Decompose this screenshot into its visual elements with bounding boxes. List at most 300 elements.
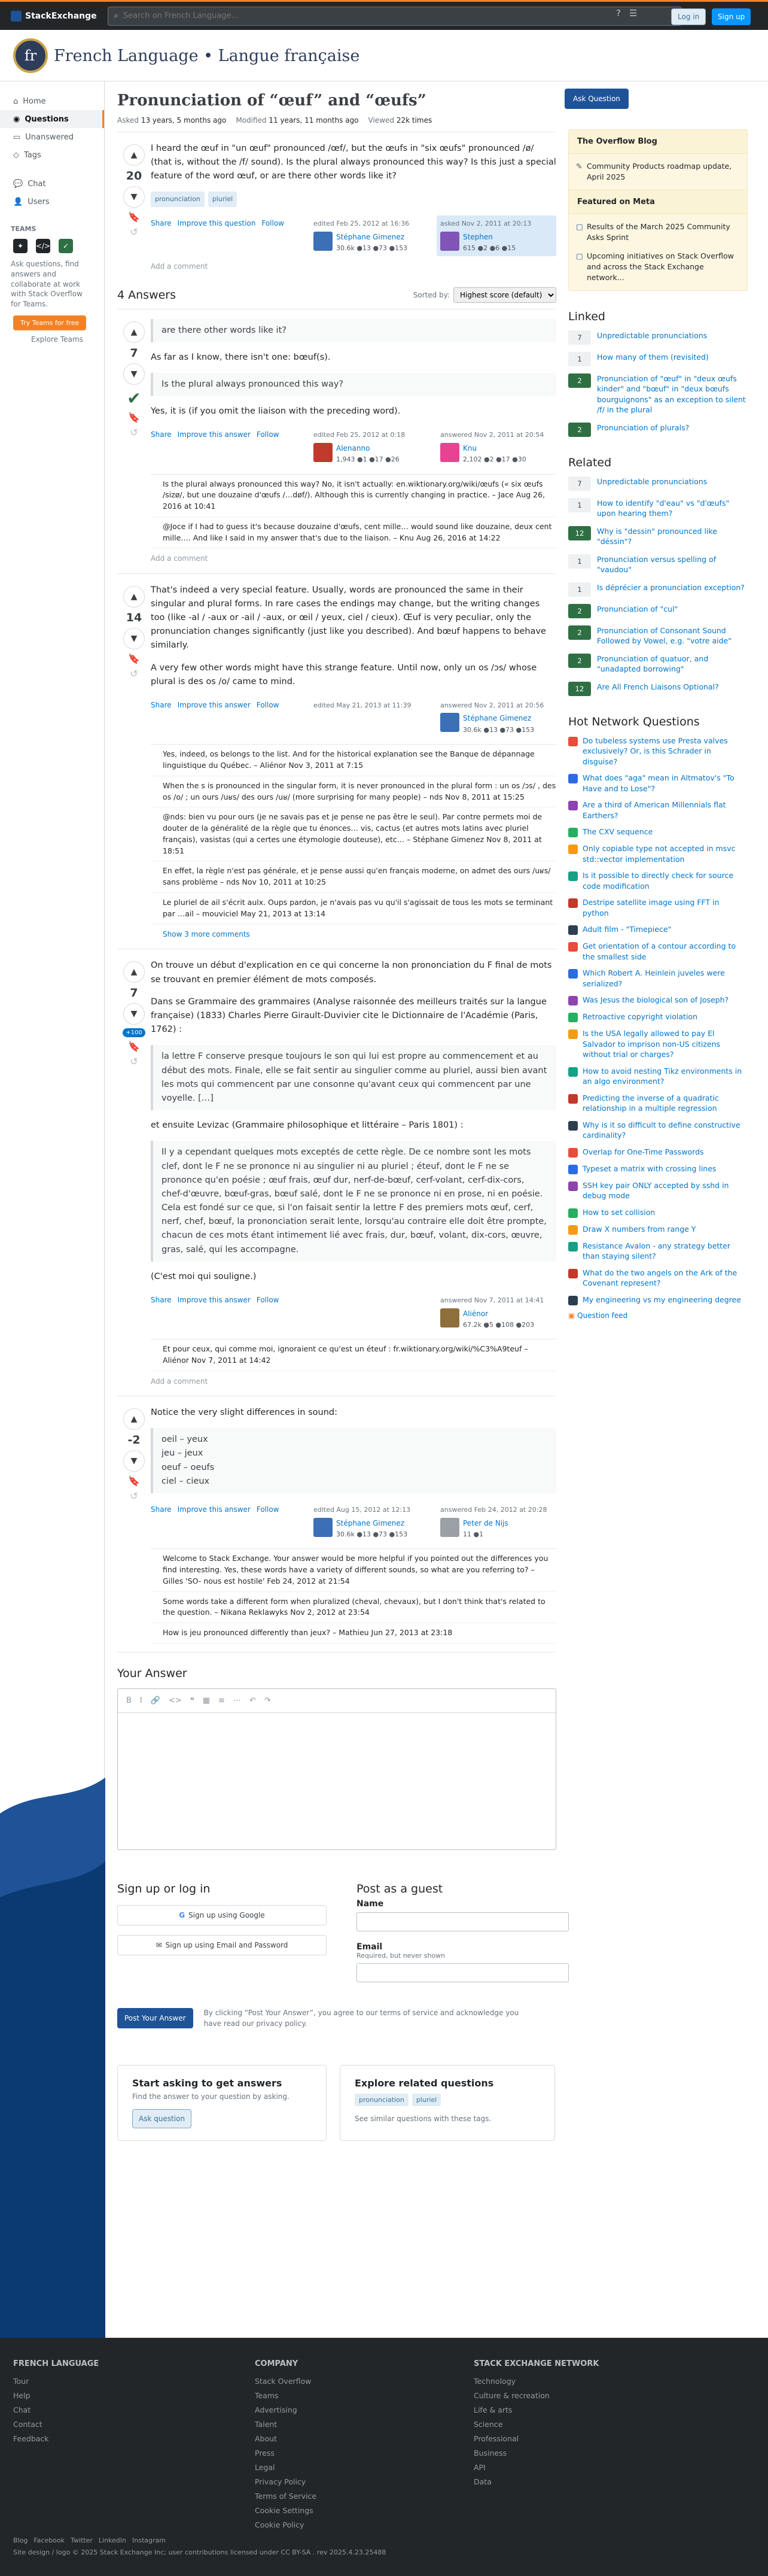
redo-icon[interactable]: ↷ bbox=[264, 1696, 271, 1705]
hot-network-question bbox=[568, 773, 748, 794]
follow-link[interactable]: Follow bbox=[256, 430, 279, 439]
footer-link[interactable]: Business bbox=[474, 2449, 507, 2457]
blog-item[interactable]: ✎ Community Products roadmap update, April 2025 bbox=[569, 157, 747, 186]
follow-link[interactable]: Follow bbox=[256, 1505, 279, 1514]
answer-paragraph: et ensuite Levizac (Grammaire philosophique et littéraire – Paris 1801) : bbox=[151, 1120, 464, 1131]
share-link[interactable]: Share bbox=[151, 1296, 172, 1305]
answer-post bbox=[117, 1406, 556, 1652]
hot-network-question bbox=[568, 736, 748, 767]
hot-question-link[interactable]: Typeset a matrix with crossing lines bbox=[583, 1164, 717, 1173]
word-pair: oeuf – oeufs bbox=[161, 1462, 215, 1472]
question-score-badge: 7 bbox=[568, 476, 591, 491]
meta-heading: Featured on Meta bbox=[569, 190, 747, 214]
ask-question-top-button[interactable]: Ask Question bbox=[565, 89, 629, 109]
asked-time: asked Nov 2, 2011 at 20:13 bbox=[440, 219, 532, 227]
hot-question-link[interactable]: Why is it so difficult to define constructive cardinality? bbox=[583, 1120, 740, 1140]
site-icon bbox=[568, 1094, 578, 1104]
comment: En effet, la règle n'est pas générale, et je pense aussi qu'en français moderne, on admet des ours /uʁs/ sans problème – nds Nov 10, 2011 at 10:25 bbox=[151, 861, 556, 893]
footer-link[interactable]: Terms of Service bbox=[255, 2492, 317, 2501]
avatar[interactable] bbox=[313, 232, 333, 251]
modified-label: Modified bbox=[236, 116, 267, 124]
hot-question-link[interactable]: Only copiable type not accepted in msvc std::vector implementation bbox=[583, 844, 736, 864]
hot-question-link[interactable]: Retroactive copyright violation bbox=[583, 1012, 697, 1022]
footer-link[interactable]: Chat bbox=[13, 2405, 31, 2414]
tag-pluriel[interactable]: pluriel bbox=[412, 2094, 441, 2106]
improve-link[interactable]: Improve this answer bbox=[177, 700, 251, 709]
upvote-icon[interactable]: ▲ bbox=[123, 321, 145, 343]
footer-link[interactable]: Data bbox=[474, 2477, 492, 2486]
footer-link[interactable]: Help bbox=[13, 2391, 31, 2400]
your-answer-section bbox=[117, 1667, 556, 1850]
site-icon bbox=[568, 996, 578, 1006]
hot-question-link[interactable]: What does "aga" mean in Altmatov's "To Have and to Lose"? bbox=[583, 773, 735, 793]
hot-network-question bbox=[568, 1120, 748, 1141]
footer-link[interactable]: Privacy Policy bbox=[255, 2477, 306, 2486]
email-signup-button[interactable] bbox=[117, 1935, 327, 1955]
upvote-icon[interactable]: ▲ bbox=[123, 1408, 145, 1430]
nav-unanswered[interactable] bbox=[0, 128, 104, 146]
search-icon: ⌕ bbox=[114, 11, 118, 20]
hot-question-link[interactable]: What do the two angels on the Ark of the Covenant represent? bbox=[583, 1268, 737, 1288]
hot-question-link[interactable]: Which Robert A. Heinlein juveles were serialized? bbox=[583, 968, 725, 988]
footer-link[interactable]: Feedback bbox=[13, 2434, 49, 2443]
guest-heading: Post as a guest bbox=[356, 1882, 443, 1895]
answer-footer bbox=[151, 1292, 556, 1333]
hot-question-link[interactable]: Is the USA legally allowed to pay El Salvador to imprison non-US citizens without trial or charges? bbox=[583, 1029, 721, 1059]
hot-network-question bbox=[568, 1093, 748, 1114]
footer-link[interactable]: Teams bbox=[255, 2391, 279, 2400]
guest-column bbox=[356, 1882, 569, 1989]
question-signatures bbox=[310, 215, 556, 256]
copyright: Site design / logo © 2025 Stack Exchange Inc; user contributions licensed under CC BY-SA . rev 2025.4.23.25488 bbox=[13, 2548, 386, 2556]
related-question-link[interactable]: Pronunciation of quatuor, and "unadapted borrowing" bbox=[597, 654, 709, 674]
chat-icon: 💬 bbox=[13, 179, 23, 189]
related-question-link[interactable]: Pronunciation versus spelling of "vaudou" bbox=[597, 554, 717, 575]
editor-signature bbox=[310, 697, 429, 738]
question-text: I heard the œuf in "un œuf" pronounced /œf/, but the œufs in "six œufs" pronounced /ø/ (that is, without the /f/ sound). Is the plural always pronounced this way? Is this just a special feature of the word œuf, or are there other words like it? bbox=[151, 143, 556, 181]
site-icon bbox=[568, 1181, 578, 1191]
hot-question-link[interactable]: SSH key pair ONLY accepted by sshd in debug mode bbox=[583, 1180, 729, 1201]
quote-icon[interactable]: ❝ bbox=[190, 1696, 194, 1705]
decorative-background bbox=[0, 1766, 105, 2338]
unanswered-icon: ▭ bbox=[13, 132, 21, 142]
footer-link[interactable]: Advertising bbox=[255, 2405, 297, 2414]
owner-signature bbox=[437, 215, 556, 256]
nav-home-label: Home bbox=[23, 96, 46, 106]
answer-footer bbox=[151, 427, 556, 467]
related-question bbox=[568, 625, 748, 646]
related-question-link[interactable]: Pronunciation of "œuf" in "deux œufs kinder" and "bœuf" in "deux bœufs bourguignons" as an exception to silent /f/ in the plural bbox=[597, 373, 746, 415]
footer-link[interactable]: Stack Overflow bbox=[255, 2377, 312, 2386]
user-name[interactable]: Aliénor bbox=[463, 1309, 489, 1318]
improve-link[interactable]: Improve this question bbox=[177, 218, 256, 227]
question-score-badge: 12 bbox=[568, 682, 591, 696]
hot-question-link[interactable]: Was Jesus the biological son of Joseph? bbox=[583, 995, 729, 1005]
footer-link[interactable]: API bbox=[474, 2463, 486, 2472]
edit-time[interactable]: edited Feb 25, 2012 at 16:36 bbox=[313, 219, 410, 227]
hot-network-question bbox=[568, 1028, 748, 1060]
improve-link[interactable]: Improve this answer bbox=[177, 1505, 251, 1514]
answer-vote-cell bbox=[117, 1406, 151, 1644]
question-score-badge: 2 bbox=[568, 604, 591, 618]
hot-network-question bbox=[568, 941, 748, 962]
site-logo[interactable] bbox=[13, 38, 359, 73]
network-name: StackExchange bbox=[25, 11, 97, 21]
hot-question-link[interactable]: Get orientation of a contour according to the smallest side bbox=[583, 941, 736, 961]
footer-link[interactable]: Professional bbox=[474, 2434, 519, 2443]
answer-editor[interactable] bbox=[117, 1688, 556, 1850]
site-icon bbox=[568, 1148, 578, 1158]
footer-links bbox=[474, 2377, 599, 2486]
bold-icon[interactable]: B bbox=[126, 1696, 132, 1705]
hot-network-question bbox=[568, 995, 748, 1006]
answered-time: answered Nov 7, 2011 at 14:41 bbox=[440, 1296, 544, 1305]
user-name[interactable]: Stéphane Gimenez bbox=[463, 714, 532, 723]
question-body bbox=[151, 142, 556, 273]
question-title[interactable]: Pronunciation of “œuf” and “œufs” bbox=[117, 92, 426, 110]
hot-network-question bbox=[568, 924, 748, 935]
user-rep: 11 ●1 bbox=[463, 1530, 484, 1538]
owner-signature bbox=[437, 697, 556, 738]
try-teams-button[interactable]: Try Teams for free bbox=[13, 315, 86, 330]
site-switcher-icon[interactable]: ☰ bbox=[629, 8, 638, 19]
related-question-link[interactable]: Are All French Liaisons Optional? bbox=[597, 682, 719, 691]
answered-time: answered Feb 24, 2012 at 20:28 bbox=[440, 1506, 547, 1514]
user-name[interactable]: Knu bbox=[463, 443, 477, 452]
user-rep: 30.6k ●13 ●73 ●153 bbox=[336, 244, 408, 252]
site-icon bbox=[568, 1296, 578, 1305]
signup-button[interactable]: Sign up bbox=[712, 8, 751, 25]
site-icon bbox=[568, 1269, 578, 1278]
avatar[interactable] bbox=[440, 1308, 459, 1328]
hot-question-link[interactable]: The CXV sequence bbox=[583, 827, 653, 837]
footer-link[interactable]: Science bbox=[474, 2420, 503, 2429]
downvote-icon[interactable]: ▼ bbox=[123, 1003, 145, 1025]
nav-home[interactable] bbox=[0, 92, 104, 110]
user-rep: 1,943 ●1 ●17 ●26 bbox=[336, 455, 400, 464]
avatar[interactable] bbox=[440, 232, 459, 251]
hot-network-question bbox=[568, 827, 748, 837]
signup-column bbox=[117, 1882, 327, 1989]
comment: Et pour ceux, qui comme moi, ignoraient ce qu'est un éteuf : fr.wiktionary.org/wiki/%C3%A9teuf – Aliénor Nov 7, 2011 at 14:42 bbox=[151, 1339, 556, 1371]
related-question-link[interactable]: Is déprécier a pronunciation exception? bbox=[597, 582, 745, 592]
asked-label: Asked bbox=[117, 116, 139, 124]
question-post bbox=[117, 142, 556, 273]
avatar[interactable] bbox=[440, 1518, 459, 1537]
edit-time[interactable]: edited May 21, 2013 at 11:39 bbox=[313, 701, 412, 709]
site-icon bbox=[568, 1242, 578, 1251]
mail-icon: ✉ bbox=[156, 1940, 162, 1949]
right-sidebar bbox=[568, 129, 748, 1320]
answer-paragraph: Yes, it is (if you omit the liaison with the preceding word). bbox=[151, 406, 401, 417]
related-question-link[interactable]: Pronunciation of "cul" bbox=[597, 604, 678, 613]
answer-paragraph: On trouve un début d'explication en ce qui concerne la non prononciation du F final de mots se trouvant en premier élément de mots composés. bbox=[151, 961, 552, 985]
sort-select[interactable] bbox=[453, 287, 556, 303]
answer-signatures bbox=[310, 1502, 556, 1542]
post-answer-button[interactable]: Post Your Answer bbox=[117, 2008, 193, 2028]
bookmark-icon[interactable]: 🔖 bbox=[128, 1475, 140, 1487]
comment-list bbox=[151, 1548, 556, 1644]
hot-question-link[interactable]: Predicting the inverse of a quadratic relationship in a multiple regression bbox=[583, 1093, 719, 1113]
answer-actions bbox=[151, 427, 279, 441]
footer-link[interactable]: Culture & recreation bbox=[474, 2391, 550, 2400]
site-icon bbox=[568, 1067, 578, 1077]
social-link[interactable]: Blog bbox=[13, 2536, 28, 2544]
site-icon bbox=[568, 898, 578, 908]
stackexchange-logo[interactable] bbox=[11, 11, 97, 22]
question-score: 20 bbox=[126, 169, 142, 183]
bookmark-icon[interactable]: 🔖 bbox=[128, 411, 140, 423]
add-comment-link[interactable]: Add a comment bbox=[151, 554, 208, 563]
site-footer bbox=[0, 2338, 768, 2576]
hot-question-link[interactable]: Overlap for One-Time Passwords bbox=[583, 1147, 704, 1156]
footer-link[interactable]: Talent bbox=[255, 2420, 278, 2429]
follow-link[interactable]: Follow bbox=[256, 700, 279, 709]
history-icon[interactable]: ↺ bbox=[130, 1490, 138, 1502]
social-link[interactable]: Facebook bbox=[33, 2536, 65, 2544]
answer-paragraph: Notice the very slight differences in sound: bbox=[151, 1408, 337, 1418]
site-icon bbox=[568, 801, 578, 810]
hot-question-link[interactable]: Resistance Avalon - any strategy better than staying silent? bbox=[583, 1241, 731, 1261]
improve-link[interactable]: Improve this answer bbox=[177, 430, 251, 439]
avatar[interactable] bbox=[440, 713, 459, 732]
bookmark-icon[interactable]: 🔖 bbox=[128, 652, 140, 664]
hot-question-link[interactable]: How to avoid nesting Tikz environments in an algo environment? bbox=[583, 1066, 742, 1086]
related-question-link[interactable]: Why is "dessin" pronounced like "déssin"? bbox=[597, 526, 717, 546]
social-link[interactable]: Twitter bbox=[71, 2536, 93, 2544]
question-score-badge: 2 bbox=[568, 423, 591, 437]
user-name[interactable]: Stéphane Gimenez bbox=[336, 232, 405, 241]
email-hint: Required, but never shown bbox=[356, 1951, 446, 1960]
footer-heading: FRENCH LANGUAGE bbox=[13, 2359, 99, 2368]
edit-time[interactable]: edited Feb 25, 2012 at 0:18 bbox=[313, 431, 406, 439]
answer-body bbox=[151, 319, 556, 565]
upvote-icon[interactable]: ▲ bbox=[123, 586, 145, 607]
question-feed-link[interactable] bbox=[568, 1311, 748, 1320]
answer-score: 7 bbox=[130, 986, 138, 1000]
footer-link[interactable]: Legal bbox=[255, 2463, 275, 2472]
start-asking-text: Find the answer to your question by asking. bbox=[132, 2092, 289, 2101]
main-content bbox=[117, 81, 556, 2141]
modified-value[interactable]: 11 years, 11 months ago bbox=[269, 116, 359, 124]
upvote-icon[interactable]: ▲ bbox=[123, 961, 145, 983]
undo-icon[interactable]: ↶ bbox=[249, 1696, 256, 1705]
nav-questions[interactable] bbox=[0, 110, 104, 128]
question-score-badge: 1 bbox=[568, 498, 591, 512]
question-score-badge: 2 bbox=[568, 625, 591, 640]
hot-network-question bbox=[568, 1011, 748, 1022]
edit-time[interactable]: edited Aug 15, 2012 at 12:13 bbox=[313, 1506, 411, 1514]
answer-footer bbox=[151, 697, 556, 738]
related-question-link[interactable]: How to identify "d'eau" vs "d'œufs" upon hearing them? bbox=[597, 498, 730, 518]
tag-pronunciation[interactable]: pronunciation bbox=[355, 2094, 409, 2106]
question-vote-cell bbox=[117, 142, 151, 273]
nav-tags[interactable] bbox=[0, 146, 104, 164]
related-question bbox=[568, 423, 748, 437]
comment: How is jeu pronounced differently than jeux? – Mathieu Jun 27, 2013 at 23:18 bbox=[151, 1623, 556, 1644]
footer-links bbox=[13, 2377, 99, 2443]
downvote-icon[interactable]: ▼ bbox=[123, 1450, 145, 1472]
word-pair: jeu – jeux bbox=[161, 1448, 203, 1459]
explore-card bbox=[340, 2065, 555, 2141]
link-icon[interactable]: 🔗 bbox=[150, 1696, 160, 1705]
bookmark-icon[interactable]: 🔖 bbox=[128, 211, 140, 223]
follow-link[interactable]: Follow bbox=[256, 1296, 279, 1305]
show-more-comments[interactable]: Show 3 more comments bbox=[163, 930, 250, 939]
related-question-link[interactable]: How many of them (revisited) bbox=[597, 352, 709, 362]
footer-link[interactable]: Press bbox=[255, 2449, 275, 2457]
site-icon bbox=[568, 1225, 578, 1235]
downvote-icon[interactable]: ▼ bbox=[123, 628, 145, 649]
hot-question-link[interactable]: How to set collision bbox=[583, 1207, 656, 1217]
answer-score: 14 bbox=[126, 610, 142, 624]
footer-link[interactable]: About bbox=[255, 2434, 277, 2443]
linked-heading: Linked bbox=[568, 309, 605, 323]
answers-count: 4 Answers bbox=[117, 288, 176, 302]
related-question-link[interactable]: Unpredictable pronunciations bbox=[597, 476, 708, 486]
tag-pronunciation[interactable]: pronunciation bbox=[151, 192, 205, 207]
login-button[interactable]: Log in bbox=[671, 8, 706, 25]
answer-actions bbox=[151, 1502, 279, 1515]
avatar[interactable] bbox=[313, 443, 333, 462]
downvote-icon[interactable]: ▼ bbox=[123, 186, 145, 208]
follow-link[interactable]: Follow bbox=[261, 218, 284, 227]
nav-tags-label: Tags bbox=[24, 150, 41, 160]
nav-users[interactable] bbox=[0, 193, 104, 211]
related-question bbox=[568, 582, 748, 597]
downvote-icon[interactable]: ▼ bbox=[123, 363, 145, 385]
social-link[interactable]: LinkedIn bbox=[98, 2536, 126, 2544]
user-name[interactable]: Stephen bbox=[463, 232, 493, 241]
answer-score: 7 bbox=[130, 346, 138, 360]
ask-question-button[interactable]: Ask question bbox=[132, 2109, 191, 2128]
history-icon[interactable]: ↺ bbox=[130, 1056, 138, 1068]
image-icon[interactable]: ▦ bbox=[202, 1696, 211, 1705]
related-question-link[interactable]: Pronunciation of plurals? bbox=[597, 423, 690, 432]
footer-link[interactable]: Cookie Policy bbox=[255, 2520, 304, 2529]
modified-meta bbox=[236, 116, 358, 124]
teams-text: Ask questions, find answers and collaborate at work with Stack Overflow for Teams. bbox=[11, 260, 83, 309]
answer-body bbox=[151, 1406, 556, 1644]
footer-link[interactable]: Tour bbox=[13, 2377, 29, 2386]
footer-link[interactable]: Life & arts bbox=[474, 2405, 513, 2414]
question-score-badge: 2 bbox=[568, 373, 591, 388]
hot-network-question bbox=[568, 1295, 748, 1305]
footer-link[interactable]: Cookie Settings bbox=[255, 2506, 313, 2515]
help-icon[interactable]: ? bbox=[616, 8, 621, 19]
user-name[interactable]: Stéphane Gimenez bbox=[336, 1518, 405, 1527]
history-icon[interactable]: ↺ bbox=[130, 426, 138, 438]
comment: @Joce if I had to guess it's because douzaine d'œufs, cent mille… would sound like douzaine, deux cent mille…. And like I said in my answer that's due to the liaison. – Knu Aug 26, 2016 at 14:22 bbox=[151, 517, 556, 549]
hot-question-link[interactable]: Is it possible to directly check for source code modification bbox=[583, 871, 734, 891]
upvote-icon[interactable]: ▲ bbox=[123, 144, 145, 166]
related-question bbox=[568, 352, 748, 366]
share-link[interactable]: Share bbox=[151, 1505, 172, 1514]
hot-network-question bbox=[568, 1268, 748, 1289]
improve-link[interactable]: Improve this answer bbox=[177, 1296, 251, 1305]
question-meta bbox=[117, 116, 556, 132]
nav-chat[interactable] bbox=[0, 175, 104, 193]
name-input[interactable] bbox=[356, 1912, 569, 1931]
word-pair: ciel – cieux bbox=[161, 1476, 210, 1486]
add-comment-link[interactable]: Add a comment bbox=[151, 262, 208, 271]
site-icon bbox=[568, 942, 578, 952]
site-icon bbox=[568, 1013, 578, 1022]
site-icon bbox=[568, 737, 578, 746]
footer-col-network bbox=[474, 2359, 599, 2492]
add-comment-link[interactable]: Add a comment bbox=[151, 1377, 208, 1386]
italic-icon[interactable]: I bbox=[139, 1696, 142, 1705]
top-icons bbox=[616, 8, 637, 19]
hot-question-link[interactable]: Draw X numbers from range Y bbox=[583, 1224, 696, 1234]
site-icon bbox=[568, 1208, 578, 1218]
share-link[interactable]: Share bbox=[151, 700, 172, 709]
tag-pluriel[interactable]: pluriel bbox=[208, 192, 237, 207]
history-icon[interactable]: ↺ bbox=[130, 667, 138, 679]
share-link[interactable]: Share bbox=[151, 218, 172, 227]
accepted-check-icon: ✔ bbox=[127, 388, 141, 408]
hot-question-link[interactable]: Destripe satellite image using FFT in python bbox=[583, 898, 720, 918]
user-name[interactable]: Alenanno bbox=[336, 443, 370, 452]
code-icon[interactable]: <> bbox=[168, 1696, 182, 1705]
search-box[interactable] bbox=[108, 7, 682, 26]
users-icon: 👤 bbox=[13, 197, 23, 206]
owner-signature bbox=[437, 1502, 556, 1542]
share-link[interactable]: Share bbox=[151, 430, 172, 439]
social-link[interactable]: Instagram bbox=[132, 2536, 166, 2544]
bookmark-icon[interactable]: 🔖 bbox=[128, 1041, 140, 1053]
sort-label: Sorted by: bbox=[413, 290, 450, 299]
answer-paragraph: Dans se Grammaire des grammaires (Analyse raisonnée des meilleurs traités sur la langue française) (1833) Charles Pierre Girault-Duvivier cite le Dictionnaire de l'Académie (Paris, 1762) : bbox=[151, 997, 547, 1035]
history-icon[interactable]: ↺ bbox=[130, 226, 138, 238]
bounty-badge: +100 bbox=[123, 1028, 145, 1037]
meta-item[interactable]: ▢ Results of the March 2025 Community Asks Sprint bbox=[569, 218, 747, 247]
footer-link[interactable]: Technology bbox=[474, 2377, 516, 2386]
hot-network-question bbox=[568, 1224, 748, 1235]
email-input[interactable] bbox=[356, 1963, 569, 1982]
site-icon bbox=[568, 1121, 578, 1131]
list-icon[interactable]: ≡ bbox=[218, 1696, 225, 1705]
answer-paragraph: That's indeed a very special feature. Usually, words are pronounced the same in their singular and plural forms. In rare cases the endings may change, but the writing changes too (like -al / -aux or -ail / -aux, or œil / yeux, ciel / cieux). Œuf is very peculiar, only the pronunciation changes significantly (just like you described). And bœuf happens to behave similarly. bbox=[151, 585, 546, 651]
user-name[interactable]: Peter de Nijs bbox=[463, 1518, 508, 1527]
more-icon[interactable]: ⋯ bbox=[233, 1696, 241, 1705]
legal-text: By clicking “Post Your Answer”, you agree to our terms of service and acknowledge you have read our privacy policy. bbox=[203, 2008, 519, 2028]
question-score-badge: 12 bbox=[568, 526, 591, 540]
google-signup-button[interactable] bbox=[117, 1905, 327, 1925]
comment: Welcome to Stack Exchange. Your answer would be more helpful if you pointed out the differences you find interesting. Yes, these words have a variety of different sounds, so what are you referring to? – Gilles 'SO- nous est hostile' Feb 24, 2012 at 21:54 bbox=[151, 1549, 556, 1591]
meta-item[interactable]: ▢ Upcoming initiatives on Stack Overflow and across the Stack Exchange network... bbox=[569, 247, 747, 287]
search-input[interactable] bbox=[123, 11, 662, 20]
user-rep: 2,102 ●2 ●17 ●30 bbox=[463, 455, 526, 464]
question-feed-label: Question feed bbox=[577, 1311, 628, 1320]
avatar[interactable] bbox=[313, 1518, 333, 1537]
footer-link[interactable]: Contact bbox=[13, 2420, 42, 2429]
related-question-link[interactable]: Unpredictable pronunciations bbox=[597, 330, 708, 340]
answer-paragraph: (C'est moi qui souligne.) bbox=[151, 1271, 257, 1281]
related-heading: Related bbox=[568, 455, 612, 469]
hot-question-link[interactable]: Adult film - "Timepiece" bbox=[583, 925, 672, 934]
hot-network-question bbox=[568, 1180, 748, 1201]
hot-question-link[interactable]: My engineering vs my engineering degree bbox=[583, 1295, 741, 1304]
editor-signature bbox=[310, 215, 429, 256]
hot-question-link[interactable]: Are a third of American Millennials flat Earthers? bbox=[583, 800, 726, 820]
hot-question-link[interactable]: Do tubeless systems use Presta valves exclusively? Or, is this Schrader in disguise? bbox=[583, 736, 728, 766]
comment-list bbox=[151, 474, 556, 549]
explore-teams-link[interactable]: Explore Teams bbox=[31, 335, 83, 344]
answer-actions bbox=[151, 1292, 279, 1306]
related-question-link[interactable]: Pronunciation of Consonant Sound Followed by Vowel, e.g. "votre aide" bbox=[597, 625, 732, 646]
avatar[interactable] bbox=[440, 443, 459, 462]
